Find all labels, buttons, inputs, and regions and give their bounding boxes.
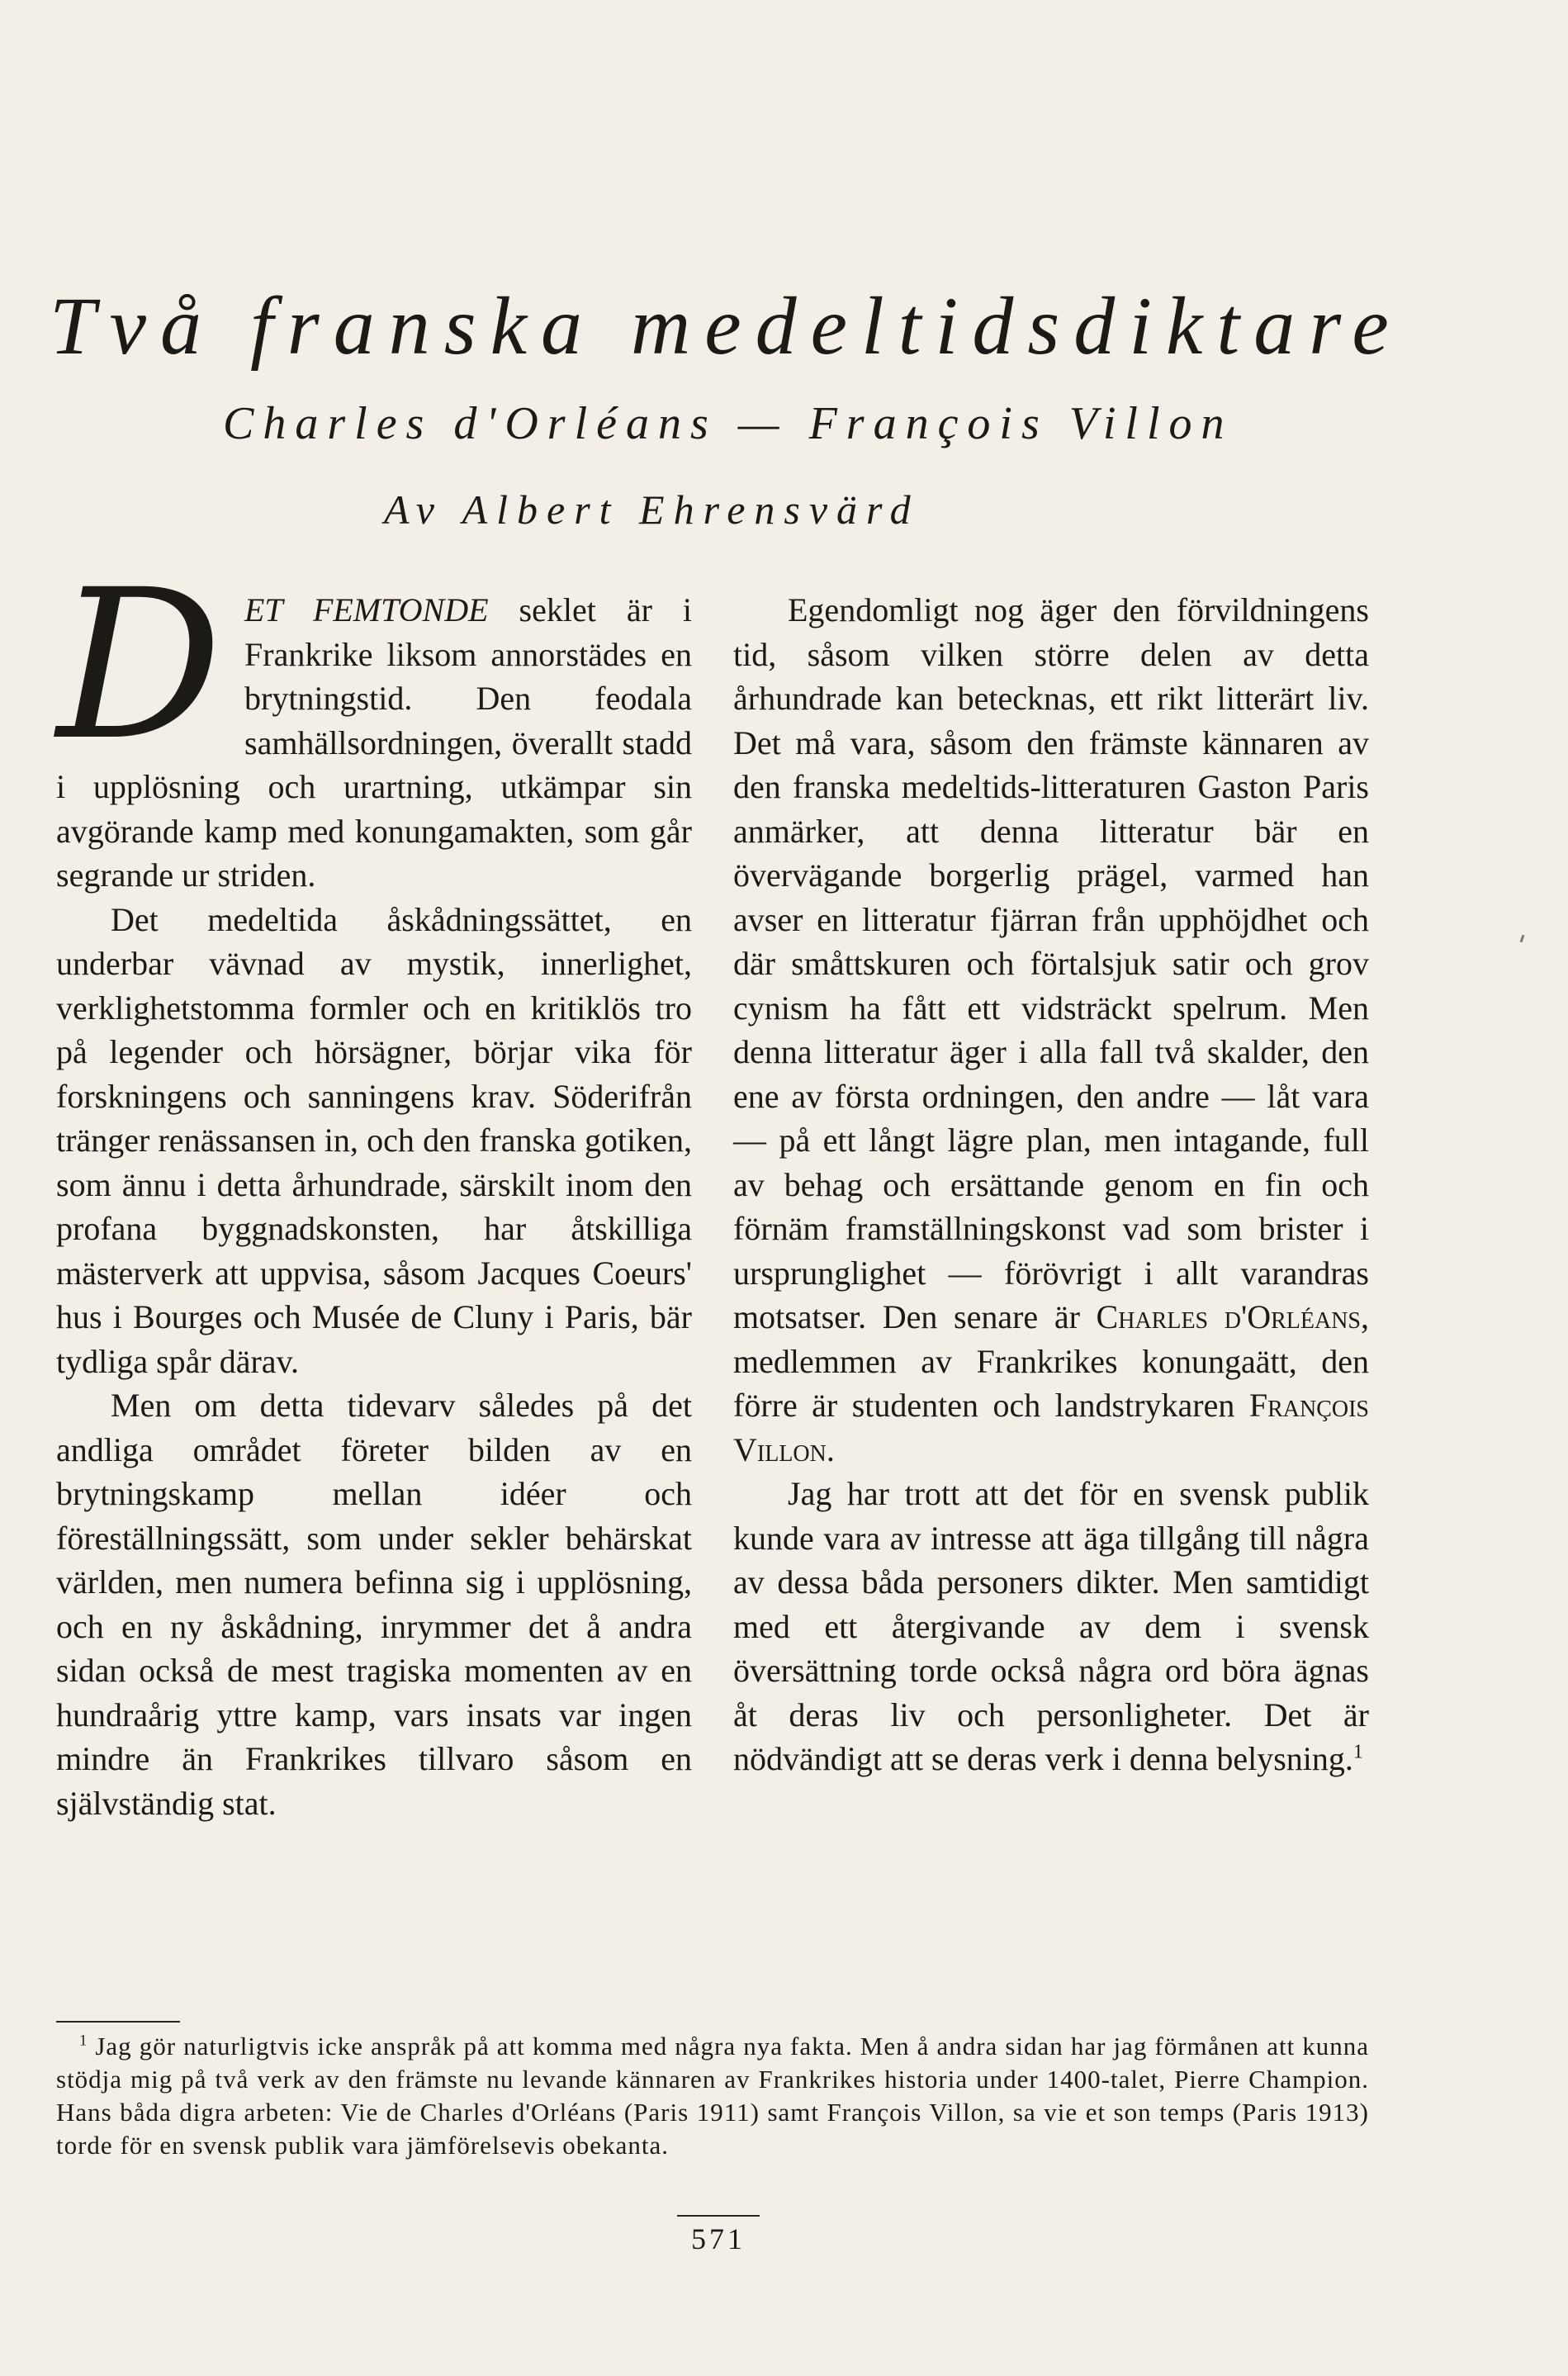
article-subtitle: Charles d'Orléans — François Villon — [223, 398, 1234, 449]
footnote-text: Jag gör naturligtvis icke anspråk på att komma med några nya fakta. Men å andra sidan har jag förmånen att kunna stödja mig på två verk av den främste nu levande kännaren av Frankrikes historia under 1400-talet, Pierre Champion. Hans båda digra arbeten: Vie de Charles d'Orléans (Paris 1911) samt François Villon, sa vie et son temps (Paris 1913) torde för en svensk publik vara jämförelsevis obekanta. — [56, 2032, 1369, 2160]
drop-cap: D — [56, 545, 223, 785]
paragraph: Men om detta tidevarv således på det andliga området företer bilden av en brytningskamp mellan idéer och föreställningssätt, som under sekler behärskat världen, men numera befinna sig i upplösning, och en ny åskådning, inrymmer det å andra sidan också de mest tragiska momenten av en hundraårig yttre kamp, vars insats var ingen mindre än Frankrikes tillvaro såsom en självständig stat. — [56, 1387, 692, 1822]
right-column — [733, 588, 1369, 1781]
paragraph-text: seklet är i Frankrike liksom annorstädes en brytningstid. Den feodala samhällsordningen, överallt stadd i upplösning och urartning, utkämpar sin avgörande kamp med konungamakten, som går segrande ur striden. — [56, 591, 692, 894]
paragraph-text: . — [826, 1430, 835, 1468]
name-villon: François Villon — [733, 1387, 1369, 1468]
paragraph-text: , medlemmen av Frankrikes konungaätt, den förre är studenten och landstrykaren — [733, 1298, 1369, 1424]
paragraph-text: Egendomligt nog äger den förvildningens tid, såsom vilken större delen av detta århundrade kan betecknas, ett rikt litterärt liv. Det må vara, såsom den främste kännaren av den franska medeltids-litteraturen Gaston Paris anmärker, att denna litteratur bär en övervägande borgerlig prägel, varmed han avser en litteratur fjärran från upphöjdhet och där småttskuren och förtalsjuk satir och grov cynism ha fått ett vidsträckt spelrum. Men denna litteratur äger i alla fall två skalder, den ene av första ordningen, den andre — låt vara — på ett långt lägre plan, men intagande, full av behag och ersättande genom en fin och förnäm framställningskonst vad som brister i ursprunglighet — förövrigt i allt varandras motsatser. Den senare är — [733, 591, 1369, 1335]
paragraph — [733, 588, 1369, 1472]
name-charles: Charles d'Orléans — [1096, 1298, 1361, 1335]
paragraph-text: Jag har trott att det för en svensk publik kunde vara av intresse att äga tillgång till några av dessa båda personers dikter. Men samtidigt med ett återgivande av dem i svensk översättning torde också några ord böra ägnas åt deras liv och personligheter. Det är nödvändigt att se deras verk i denna belysning. — [733, 1475, 1369, 1777]
article-title: Två franska medeltidsdiktare — [50, 280, 1403, 372]
paragraph — [56, 545, 692, 898]
footnote-reference: 1 — [1352, 1741, 1363, 1763]
article-byline: Av Albert Ehrensvärd — [384, 486, 920, 533]
paragraph: Det medeltida åskådningssättet, en underbar vävnad av mystik, innerlighet, verklighetstomma formler och en kritiklös tro på legender och hörsägner, börjar vika för forskningens och sanningens krav. Söderifrån tränger renässansen in, och den franska gotiken, som ännu i detta århundrade, särskilt inom den profana byggnadskonsten, har åtskilliga mästerverk att uppvisa, såsom Jacques Coeurs' hus i Bourges och Musée de Cluny i Paris, bär tydliga spår därav. — [56, 900, 692, 1380]
paragraph — [733, 1472, 1369, 1781]
paper-speck — [1520, 935, 1525, 942]
left-column — [56, 545, 692, 1825]
page-number: 571 — [691, 2222, 746, 2255]
opening-words: ET FEMTONDE — [244, 591, 489, 628]
page-number-rule — [677, 2215, 760, 2217]
footnote-divider — [56, 2021, 180, 2023]
footnote-marker: 1 — [79, 2032, 88, 2050]
footnote — [56, 2030, 1369, 2162]
